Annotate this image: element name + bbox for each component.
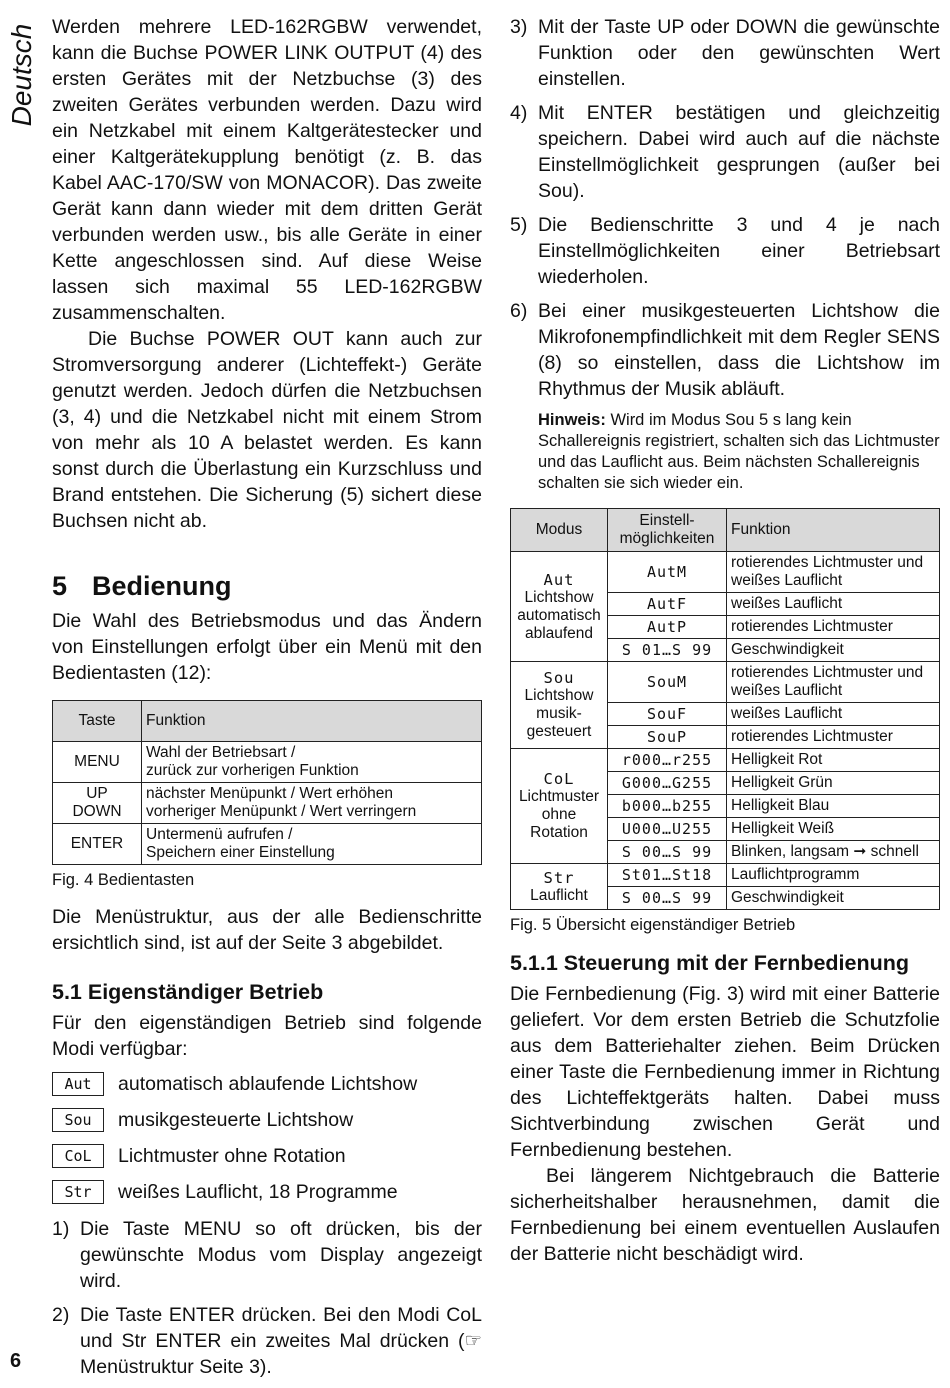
list-item: 2) Die Taste ENTER drücken. Bei den Modi CoL und Str ENTER ein zweites Mal drücken (☞ Menüstruktur Seite 3).	[52, 1304, 482, 1378]
steps-list	[510, 14, 940, 402]
function-cell: Lauflichtprogramm	[727, 864, 940, 887]
setting-code-cell: S 00…S 99	[608, 841, 727, 864]
table-header-row	[511, 509, 940, 552]
function-cell: Wahl der Betriebsart / zurück zur vorherigen Funktion	[142, 742, 482, 783]
list-item: 5) Die Bedienschritte 3 und 4 je nach Einstellmöglichkeiten einer Betriebsart wiederholen.	[510, 214, 940, 288]
paragraph: Die Buchse POWER OUT kann auch zur Stromversorgung anderer (Lichteffekt-) Geräte genutzt werden. Jedoch dürfen die Netzbuchsen (3, 4) und die Netzkabel nicht mit einem Strom von mehr als 10 A belastet werden. Es kann sonst durch die Überlastung ein Kurzschluss und Brand entstehen. Die Sicherung (5) sichert diese Buchsen nicht ab.	[52, 328, 482, 532]
steps-list	[52, 1216, 482, 1380]
paragraph: Die Fernbedienung (Fig. 3) wird mit einer Batterie geliefert. Vor dem ersten Betrieb die Schutzfolie aus dem Batteriehalter ziehen. Beim Drücken einer Taste die Fernbedienung immer in Richtung des Lichteffektgeräts halten. Dabei muss Sichtverbindung zwischen Gerät und Fernbedienung bestehen.	[510, 983, 940, 1161]
list-item: 6) Bei einer musikgesteuerten Lichtshow die Mikrofonempfindlichkeit mit dem Regler SENS (8) so einstellen, dass die Lichtshow im Rhythmus der Musik abläuft.	[510, 300, 940, 400]
mode-list	[52, 1072, 482, 1204]
function-cell: Geschwindigkeit	[727, 639, 940, 662]
function-cell: Untermenü aufrufen / Speichern einer Einstellung	[142, 824, 482, 865]
setting-code-cell: SouM	[608, 662, 727, 703]
language-label: Deutsch	[6, 23, 37, 127]
table-row	[53, 783, 482, 824]
mode-cell: Sou Lichtshow musik- gesteuert	[511, 662, 608, 749]
paragraph: Bei längerem Nichtgebrauch die Batterie sicherheitshalber herausnehmen, damit die Fernbedienung bei einem eventuellen Auslaufen der Batterie nicht beschädigt wird.	[510, 1165, 940, 1265]
table-row	[511, 749, 940, 772]
control-keys-table	[52, 700, 482, 865]
setting-code-cell: r000…r255	[608, 749, 727, 772]
function-cell: rotierendes Lichtmuster	[727, 726, 940, 749]
left-column	[52, 14, 482, 1388]
mode-cell: CoL Lichtmuster ohne Rotation	[511, 749, 608, 864]
function-cell: nächster Menüpunkt / Wert erhöhen vorheriger Menüpunkt / Wert verringern	[142, 783, 482, 824]
setting-code-cell: SouF	[608, 703, 727, 726]
section-heading: 5 Bedienung	[52, 571, 232, 601]
setting-code-cell: b000…b255	[608, 795, 727, 818]
mode-description: automatisch ablaufende Lichtshow	[118, 1072, 418, 1095]
list-item: 4) Mit ENTER bestätigen und gleichzeitig speichern. Dabei wird auch auf die nächste Einstellmöglichkeit gesprungen (außer bei Sou).	[510, 102, 940, 202]
setting-code-cell: G000…G255	[608, 772, 727, 795]
setting-code-cell: SouP	[608, 726, 727, 749]
table-header: Modus	[511, 509, 608, 552]
display-code: Aut	[52, 1072, 104, 1096]
table-header: Einstell- möglichkeiten	[608, 509, 727, 552]
language-tab	[6, 15, 38, 135]
list-item: 3) Mit der Taste UP oder DOWN die gewünschte Funktion oder den gewünschten Wert einstellen.	[510, 16, 940, 90]
setting-code-cell: AutP	[608, 616, 727, 639]
mode-item	[52, 1072, 482, 1096]
function-cell: Helligkeit Weiß	[727, 818, 940, 841]
table-row	[511, 552, 940, 593]
mode-description: musikgesteuerte Lichtshow	[118, 1108, 354, 1131]
table-row	[53, 824, 482, 865]
paragraph: Die Wahl des Betriebsmodus und das Ändern von Einstellungen erfolgt über ein Menü mit den Bedientasten (12):	[52, 610, 482, 684]
function-cell: Geschwindigkeit	[727, 887, 940, 910]
subsection-heading: 5.1 Eigenständiger Betrieb	[52, 980, 324, 1004]
figure-caption: Fig. 4 Bedientasten	[52, 871, 195, 889]
setting-code-cell: S 00…S 99	[608, 887, 727, 910]
paragraph: Für den eigenständigen Betrieb sind folgende Modi verfügbar:	[52, 1012, 482, 1060]
mode-cell: Str Lauflicht	[511, 864, 608, 910]
table-header: Funktion	[727, 509, 940, 552]
function-cell: weißes Lauflicht	[727, 593, 940, 616]
mode-cell: Aut Lichtshow automatisch ablaufend	[511, 552, 608, 662]
key-cell: MENU	[53, 742, 142, 783]
table-row	[511, 864, 940, 887]
right-column	[510, 14, 940, 1267]
paragraph: Werden mehrere LED-162RGBW verwendet, kann die Buchse POWER LINK OUTPUT (4) des ersten Gerätes mit der Netzbuchse (3) des zweiten Gerätes verbunden werden. Dazu wird ein Netzkabel mit einem Kaltgerätestecker und einer Kaltgerätekupplung benötigt (z. B. das Kabel AAC-170/SW von MONACOR). Das zweite Gerät kann dann wieder mit dem dritten Gerät verbunden werden usw., bis alle Geräte in einer Kette angeschlossen sind. Auf diese Weise lassen sich maximal 55 LED-162RGBW zusammenschalten.	[52, 16, 482, 324]
mode-description: Lichtmuster ohne Rotation	[118, 1144, 346, 1167]
key-cell: ENTER	[53, 824, 142, 865]
subsection-heading: 5.1.1 Steuerung mit der Fernbedienung	[510, 951, 910, 975]
table-header: Funktion	[142, 701, 482, 742]
function-cell: rotierendes Lichtmuster und weißes Lauflicht	[727, 662, 940, 703]
function-cell: Helligkeit Rot	[727, 749, 940, 772]
setting-code-cell: S 01…S 99	[608, 639, 727, 662]
table-row	[53, 742, 482, 783]
setting-code-cell: U000…U255	[608, 818, 727, 841]
mode-item	[52, 1180, 482, 1204]
table-row	[511, 662, 940, 703]
table-header: Taste	[53, 701, 142, 742]
table-header-row	[53, 701, 482, 742]
setting-code-cell: St01…St18	[608, 864, 727, 887]
list-item: 1) Die Taste MENU so oft drücken, bis der gewünschte Modus vom Display angezeigt wird.	[52, 1218, 482, 1292]
display-code: Str	[52, 1180, 104, 1204]
function-cell: weißes Lauflicht	[727, 703, 940, 726]
function-cell: Blinken, langsam ➞ schnell	[727, 841, 940, 864]
setting-code-cell: AutF	[608, 593, 727, 616]
page-number: 6	[10, 1350, 22, 1372]
display-code: CoL	[52, 1144, 104, 1168]
paragraph: Die Menüstruktur, aus der alle Bedienschritte ersichtlich sind, ist auf der Seite 3 abgebildet.	[52, 906, 482, 954]
mode-overview-table	[510, 508, 940, 910]
mode-item	[52, 1144, 482, 1168]
note: Hinweis: Wird im Modus Sou 5 s lang kein Schallereignis registriert, schalten sich das Lichtmuster und das Lauflicht aus. Beim nächsten Schallereignis schalten sie sich wieder ein.	[538, 411, 940, 492]
function-cell: Helligkeit Blau	[727, 795, 940, 818]
function-cell: rotierendes Lichtmuster und weißes Lauflicht	[727, 552, 940, 593]
setting-code-cell: AutM	[608, 552, 727, 593]
function-cell: rotierendes Lichtmuster	[727, 616, 940, 639]
function-cell: Helligkeit Grün	[727, 772, 940, 795]
mode-item	[52, 1108, 482, 1132]
display-code: Sou	[52, 1108, 104, 1132]
figure-caption: Fig. 5 Übersicht eigenständiger Betrieb	[510, 916, 796, 934]
mode-description: weißes Lauflicht, 18 Programme	[118, 1180, 398, 1203]
key-cell: UP DOWN	[53, 783, 142, 824]
